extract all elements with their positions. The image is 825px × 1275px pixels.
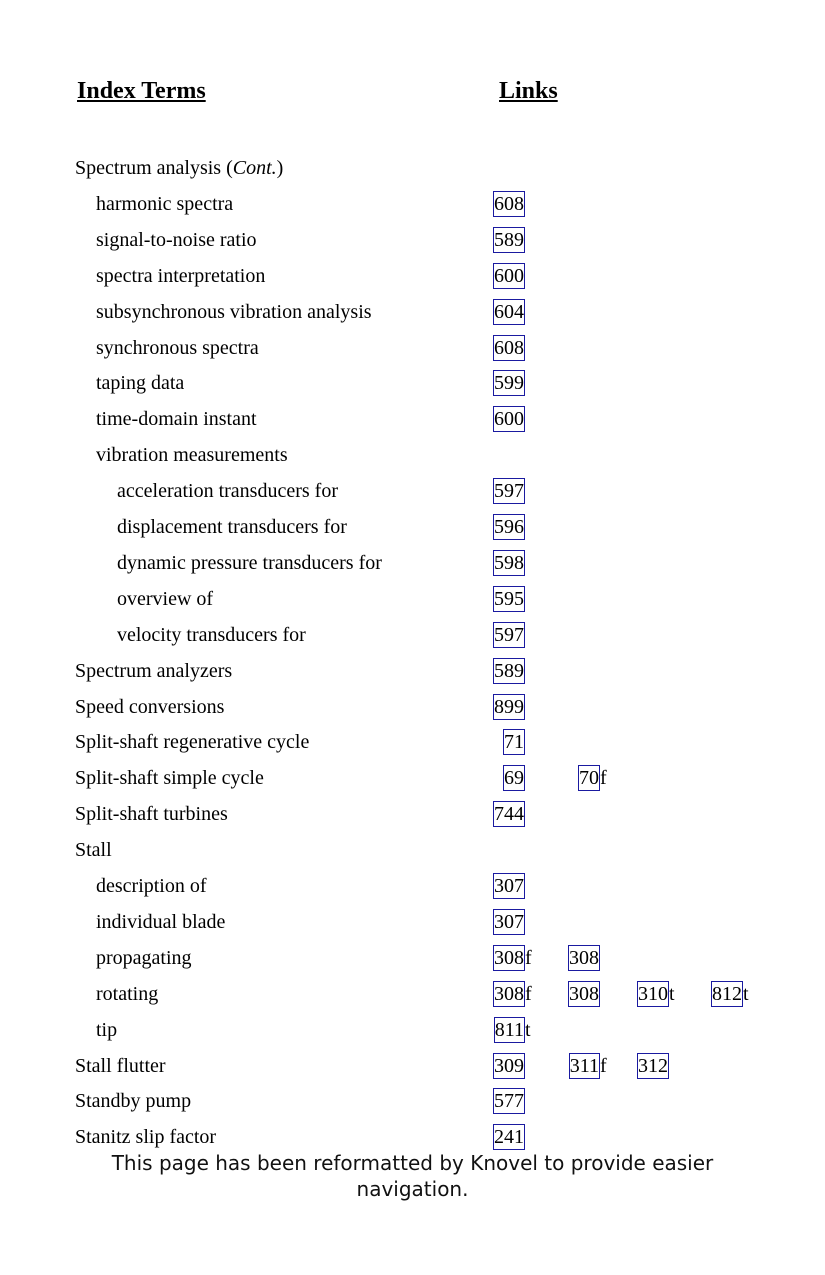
page-link-number[interactable]: 744: [494, 803, 524, 826]
page-link-suffix: t: [669, 982, 675, 1005]
page-link-number[interactable]: 604: [494, 300, 524, 323]
index-entry: [0, 765, 825, 801]
page-link[interactable]: [493, 586, 525, 612]
index-term: [96, 1017, 117, 1043]
page-link-suffix: f: [600, 1054, 607, 1077]
page-link[interactable]: [711, 981, 749, 1007]
page-link-number[interactable]: 307: [494, 910, 524, 933]
index-term-text: Stanitz slip factor: [75, 1126, 217, 1149]
index-term: [75, 765, 264, 791]
page-link[interactable]: [493, 299, 525, 325]
page-link[interactable]: [493, 227, 525, 253]
index-term-suffix: ): [276, 157, 284, 179]
index-term: [75, 1124, 216, 1150]
index-term-text: spectra interpretation: [96, 264, 266, 287]
index-entry: [0, 1017, 825, 1053]
index-term-text: individual blade: [96, 910, 226, 933]
page-link-number[interactable]: 600: [494, 264, 524, 287]
page-link[interactable]: [493, 694, 525, 720]
index-entry: [0, 658, 825, 694]
index-entry: [0, 299, 825, 335]
index-term: [117, 514, 347, 540]
index-term-text: dynamic pressure transducers for: [117, 551, 382, 574]
index-term-text: Split-shaft simple cycle: [75, 767, 264, 790]
index-term: [96, 945, 192, 971]
index-entry: [0, 622, 825, 658]
index-term: [75, 1053, 166, 1079]
page-link[interactable]: [493, 335, 525, 361]
page-link-number[interactable]: 71: [504, 731, 524, 754]
page-link[interactable]: [503, 765, 525, 791]
page-link-number[interactable]: 595: [494, 587, 524, 610]
page-link[interactable]: [493, 801, 525, 827]
page-link[interactable]: [568, 981, 600, 1007]
page-link-number[interactable]: 812: [712, 982, 742, 1005]
index-term-text: time-domain instant: [96, 408, 257, 431]
page-link-number[interactable]: 599: [494, 372, 524, 395]
index-entry: [0, 837, 825, 873]
index-term-text: rotating: [96, 982, 159, 1005]
index-term-text: tip: [96, 1018, 118, 1041]
index-entry: [0, 478, 825, 514]
page-link[interactable]: [493, 263, 525, 289]
page-link-number[interactable]: 600: [494, 408, 524, 431]
index-term: [75, 729, 309, 755]
index-entry: [0, 1088, 825, 1124]
page-link-number[interactable]: 596: [494, 516, 524, 538]
page-link-number[interactable]: 308: [494, 982, 524, 1005]
page-link-number[interactable]: 597: [494, 480, 524, 503]
index-term-text: subsynchronous vibration analysis: [96, 300, 372, 323]
page-link-number[interactable]: 307: [494, 875, 524, 897]
page-link-number[interactable]: 311: [569, 1054, 599, 1077]
page-link-number[interactable]: 308: [494, 946, 524, 969]
index-entry: [0, 981, 825, 1017]
page-link[interactable]: [493, 981, 532, 1007]
index-entry: [0, 1053, 825, 1089]
index-term-text: description of: [96, 875, 207, 897]
page-link[interactable]: [568, 945, 600, 971]
index-term: [117, 586, 213, 612]
page-link-suffix: t: [743, 982, 749, 1005]
page-link[interactable]: [503, 729, 525, 755]
index-term-text: velocity transducers for: [117, 623, 306, 646]
page-link-number[interactable]: 308: [569, 982, 599, 1005]
page-link[interactable]: [494, 1017, 531, 1043]
page-link-number[interactable]: 241: [494, 1126, 524, 1149]
page-link-number[interactable]: 312: [638, 1054, 668, 1077]
index-entry: [0, 227, 825, 263]
page-link[interactable]: [493, 191, 525, 217]
page-link-number[interactable]: 577: [494, 1090, 524, 1113]
index-term: [96, 263, 265, 289]
index-entry: [0, 550, 825, 586]
page-link-number[interactable]: 69: [504, 767, 524, 790]
index-term-text: harmonic spectra: [96, 192, 234, 215]
index-term-text: displacement transducers for: [117, 516, 347, 538]
index-term-text: signal-to-noise ratio: [96, 228, 257, 251]
page-link-number[interactable]: 589: [494, 659, 524, 682]
index-entry: [0, 191, 825, 227]
index-term-text: vibration measurements: [96, 444, 288, 467]
page-link[interactable]: [493, 1124, 525, 1150]
page-link-suffix: t: [525, 1018, 531, 1041]
index-term-text: Stall: [75, 839, 112, 862]
index-term: [75, 1088, 191, 1114]
page-link-number[interactable]: 70: [579, 767, 599, 790]
page-link-number[interactable]: 608: [494, 336, 524, 359]
footer-line-2: navigation.: [356, 1177, 469, 1201]
footer-line-1: This page has been reformatted by Knovel to provide easier: [111, 1151, 714, 1175]
index-entry: [0, 694, 825, 730]
index-term: [96, 442, 288, 468]
index-term-text: Speed conversions: [75, 695, 225, 718]
page-link-number[interactable]: 310: [638, 982, 668, 1005]
header-index-terms: Index Terms: [77, 78, 206, 104]
header-links: Links: [499, 78, 558, 104]
index-term: [96, 191, 233, 217]
index-entry: [0, 909, 825, 945]
index-term: [75, 837, 112, 863]
page-link[interactable]: [569, 1053, 607, 1079]
index-term: [117, 550, 382, 576]
index-term: [96, 335, 259, 361]
index-term: [75, 801, 228, 827]
index-term: [75, 658, 232, 684]
index-term-text: Spectrum analyzers: [75, 659, 233, 682]
page-link[interactable]: [637, 1053, 669, 1079]
page-link-number[interactable]: 598: [494, 551, 524, 574]
page-link-suffix: f: [525, 982, 532, 1005]
page-link-number[interactable]: 309: [494, 1054, 524, 1077]
index-term: [96, 406, 257, 432]
page-link-number[interactable]: 608: [494, 192, 524, 215]
index-term: [117, 478, 338, 504]
page-link[interactable]: [493, 550, 525, 576]
page-link[interactable]: [578, 765, 607, 791]
page-link[interactable]: [493, 873, 525, 899]
index-entry: [0, 729, 825, 765]
index-entry: [0, 370, 825, 406]
index-term-text: taping data: [96, 372, 185, 395]
page-link[interactable]: [493, 370, 525, 396]
page-link[interactable]: [493, 909, 525, 935]
index-entry: [0, 155, 825, 191]
index-term-text: Split-shaft regenerative cycle: [75, 731, 310, 754]
page-link-number[interactable]: 589: [494, 228, 524, 251]
index-term-text: overview of: [117, 587, 214, 610]
index-term-text: Spectrum analysis (: [75, 157, 233, 179]
index-term: [117, 622, 306, 648]
index-entry: [0, 406, 825, 442]
index-term: [75, 694, 224, 720]
index-term-text: Split-shaft turbines: [75, 803, 228, 826]
page-link-number[interactable]: 308: [569, 946, 599, 969]
page-link-suffix: f: [525, 946, 532, 969]
page-link[interactable]: [493, 1088, 525, 1114]
index-term-text: Stall flutter: [75, 1054, 166, 1077]
index-term: [96, 909, 225, 935]
index-term: [96, 299, 372, 325]
page-link[interactable]: [493, 1053, 525, 1079]
index-entry: [0, 945, 825, 981]
page-link-number[interactable]: 811: [494, 1018, 524, 1041]
page-link[interactable]: [493, 622, 525, 648]
index-entry: [0, 263, 825, 299]
page-link[interactable]: [493, 658, 525, 684]
index-term-text: acceleration transducers for: [117, 480, 338, 503]
knovel-footer: [0, 1150, 825, 1202]
page-link[interactable]: [637, 981, 675, 1007]
index-entry: [0, 801, 825, 837]
index-entry: [0, 335, 825, 371]
index-term: [96, 227, 257, 253]
index-term: [75, 155, 283, 181]
index-term-text: synchronous spectra: [96, 336, 259, 359]
index-term-text: propagating: [96, 946, 192, 969]
index-term-italic: Cont.: [232, 157, 277, 179]
page-link[interactable]: [493, 406, 525, 432]
index-term: [96, 981, 158, 1007]
index-term: [96, 370, 184, 396]
page-link[interactable]: [493, 945, 532, 971]
page-link-number[interactable]: 899: [494, 695, 524, 718]
index-entry: [0, 586, 825, 622]
page-link[interactable]: [493, 478, 525, 504]
index-entry: [0, 442, 825, 478]
index-term-text: Standby pump: [75, 1090, 192, 1113]
page-link-suffix: f: [600, 767, 607, 790]
index-entry: [0, 514, 825, 550]
page-link-number[interactable]: 597: [494, 623, 524, 646]
index-term: [96, 873, 207, 899]
page-link[interactable]: [493, 514, 525, 540]
index-entry: [0, 873, 825, 909]
